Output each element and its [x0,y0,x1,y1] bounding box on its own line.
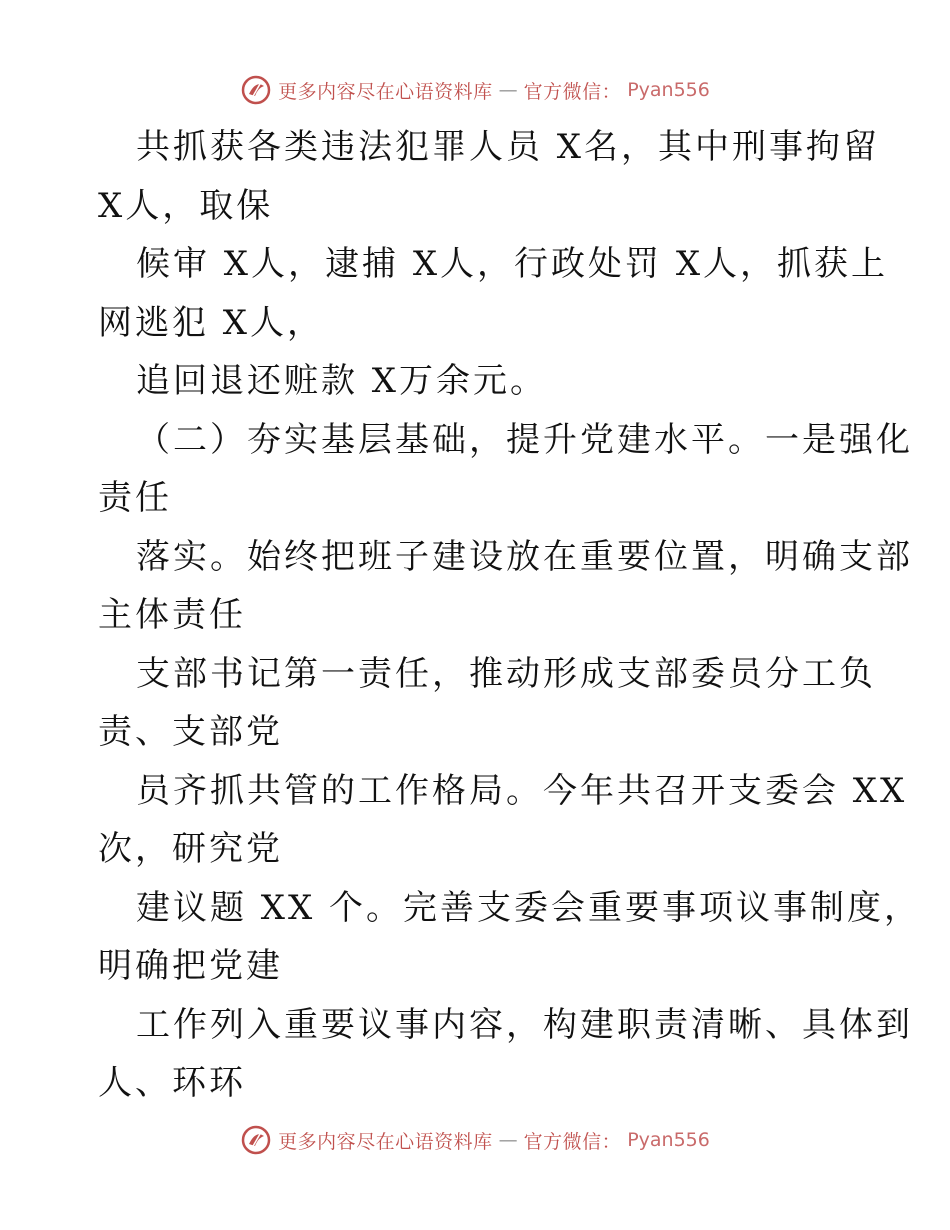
watermark-wechat-label: 官方微信： [523,80,622,103]
watermark-header [0,70,950,110]
watermark-text: 更多内容尽在心语资料库 [278,80,493,103]
brand-logo-icon [240,1124,272,1156]
watermark-footer [0,1120,950,1160]
body-line: 落实。始终把班子建设放在重要位置，明确支部 [136,536,913,577]
body-line: 工作列入重要议事内容，构建职责清晰、具体到 [136,1004,913,1045]
watermark-wechat-label: 官方微信： [523,1130,622,1153]
body-line: 员齐抓共管的工作格局。今年共召开支委会 XX [136,770,908,811]
watermark-separator: — [498,79,518,101]
body-line: 支部书记第一责任，推动形成支部委员分工负 [136,653,876,694]
watermark-separator: — [498,1129,518,1151]
body-line: 责、支部党 [98,712,283,752]
body-line: 明确把党建 [98,946,283,986]
body-line: 共抓获各类违法犯罪人员 X名，其中刑事拘留 [136,127,881,167]
body-line: 人、环环 [98,1063,246,1103]
watermark-wechat-id: Pyan556 [627,79,710,101]
body-line: 次，研究党 [98,829,283,869]
body-line: 追回退还赃款 X万余元。 [136,361,548,401]
brand-logo-icon [240,74,272,106]
body-line: 主体责任 [98,595,246,635]
document-body [98,118,922,1113]
body-line: 网逃犯 X人， [98,302,325,343]
body-line: 建议题 XX 个。完善支委会重要事项议事制度， [136,887,922,928]
body-line: 候审 X人，逮捕 X人，行政处罚 X人，抓获上 [136,244,889,284]
watermark-text: 更多内容尽在心语资料库 [278,1130,493,1153]
body-line: 责任 [98,478,172,518]
body-line: X人，取保 [98,185,274,226]
body-line: （二）夯实基层基础，提升党建水平。一是强化 [136,419,913,460]
watermark-wechat-id: Pyan556 [627,1129,710,1151]
